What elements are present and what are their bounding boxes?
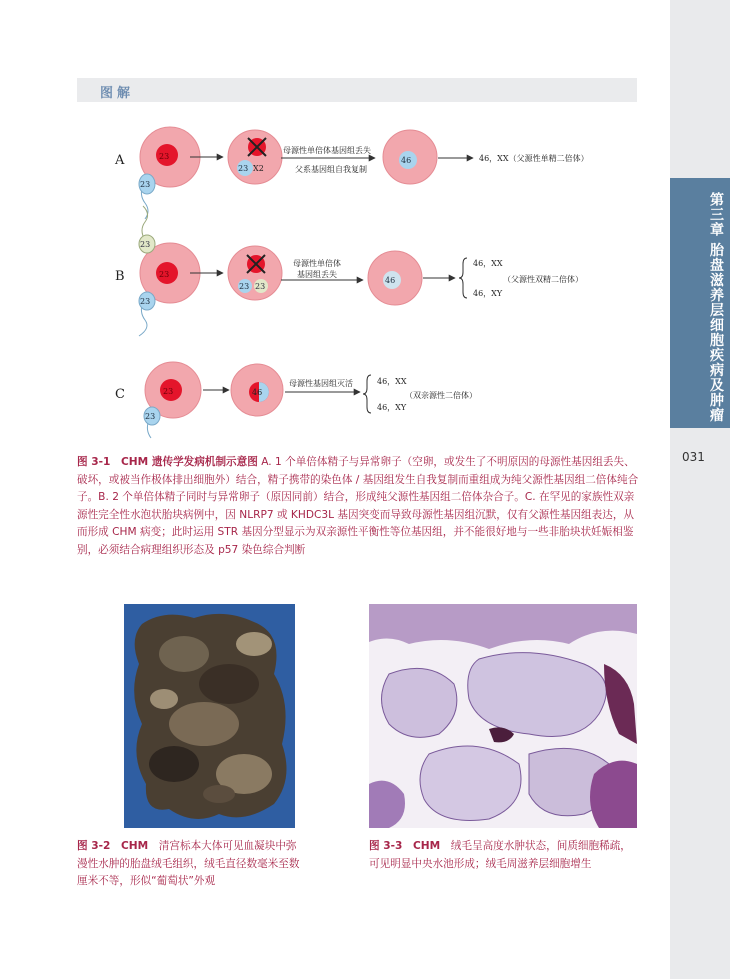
caption-label: 图 3-1 CHM 遗传学发病机制示意图	[77, 456, 258, 468]
combined-nucleus-label: 46	[252, 388, 263, 397]
row-c	[115, 362, 477, 438]
sperm-label: 23	[145, 412, 156, 421]
result-nucleus-label: 46	[385, 276, 396, 285]
row-a	[114, 127, 589, 219]
fertilized-cell	[228, 130, 282, 184]
histology-micrograph	[369, 604, 637, 828]
sperm-label: 23	[238, 164, 249, 173]
sperm-label: 23	[255, 282, 266, 291]
output-1: 46，XX	[377, 377, 407, 386]
fertilized-cell	[228, 246, 282, 300]
egg-label: 23	[163, 387, 174, 396]
caption-text: A. 1 个单倍体精子与异常卵子（空卵，或发生了不明原因的母源性基因组丢失、破坏，或被当作极体排出细胞外）结合，精子携带的染色体 / 基因组发生自我复制而重组成为纯父源性基因组二倍体纯合子。B. 2 个单倍体精子同时与异常卵子（原因同前）结合，形成纯父源性基因组二倍体杂合子。C. 在罕见的家族性双亲源性完全性水泡状胎块病例中，因 NLRP7 或 KHDC3L 基因突变而导致母源性基因组沉默，仅有父源性基因组表达，从而形成 CHM 病变；此时运用 STR 基因分型显示为双亲源性平衡性等位基因组，并不能很好地与一些非胎块状妊娠相鉴别，必须结合病理组织形态及 p57 染色综合判断	[77, 456, 639, 556]
sperm-label: 23	[140, 240, 151, 249]
arrow-label-bottom: 基因组丢失	[297, 270, 337, 279]
caption-text: 绒毛呈高度水肿状态，间质细胞稀疏，可见明显中央水池形成；绒毛周滋养层细胞增生	[369, 840, 631, 870]
arrow-label-top: 母源性基因组灭活	[289, 379, 353, 388]
page-number: 031	[682, 450, 705, 464]
arrow-label-top: 母源性单倍体基因组丢失	[283, 146, 371, 155]
result-text: （父源性双精二倍体）	[503, 275, 583, 284]
result-nucleus-label: 46	[401, 156, 412, 165]
row-a-label: A	[115, 153, 125, 168]
figure-3-2-caption	[77, 838, 307, 891]
output-2: 46，XY	[473, 289, 503, 298]
gross-specimen-photo	[124, 604, 295, 828]
result-text: （双亲源性二倍体）	[405, 391, 477, 400]
egg-label: 23	[159, 270, 170, 279]
brace	[459, 258, 467, 298]
page-margin-sidebar	[670, 0, 730, 979]
figure-3-3-caption	[369, 838, 639, 873]
row-b	[115, 206, 583, 336]
arrow-label-bottom: 父系基因组自我复制	[295, 165, 367, 174]
brace	[363, 375, 371, 413]
arrow-label-top: 母源性单倍体	[293, 259, 341, 268]
output-2: 46，XY	[377, 403, 407, 412]
output-1: 46，XX	[473, 259, 503, 268]
row-b-label: B	[115, 269, 125, 284]
chapter-tab-title: 第三章 胎盘滋养层细胞疾病及肿瘤	[708, 192, 724, 423]
row-c-label: C	[115, 387, 125, 402]
caption-text: 清宫标本大体可见血凝块中弥漫性水肿的胎盘绒毛组织，绒毛直径数毫米至数厘米不等，形似“葡萄状”外观	[77, 840, 300, 887]
sperm-label: 23	[140, 180, 151, 189]
sperm-label: 23	[140, 297, 151, 306]
duplication-label: X2	[253, 164, 264, 173]
genetic-mechanism-diagram	[105, 120, 625, 440]
caption-label: 图 3-2 CHM	[77, 840, 149, 852]
section-header-bar	[77, 78, 637, 102]
section-title: 图解	[100, 86, 135, 101]
result-text: 46，XX（父源性单精二倍体）	[479, 154, 589, 163]
figure-3-1-caption	[77, 454, 640, 559]
caption-label: 图 3-3 CHM	[369, 840, 441, 852]
egg-label: 23	[159, 152, 170, 161]
sperm-label: 23	[239, 282, 250, 291]
